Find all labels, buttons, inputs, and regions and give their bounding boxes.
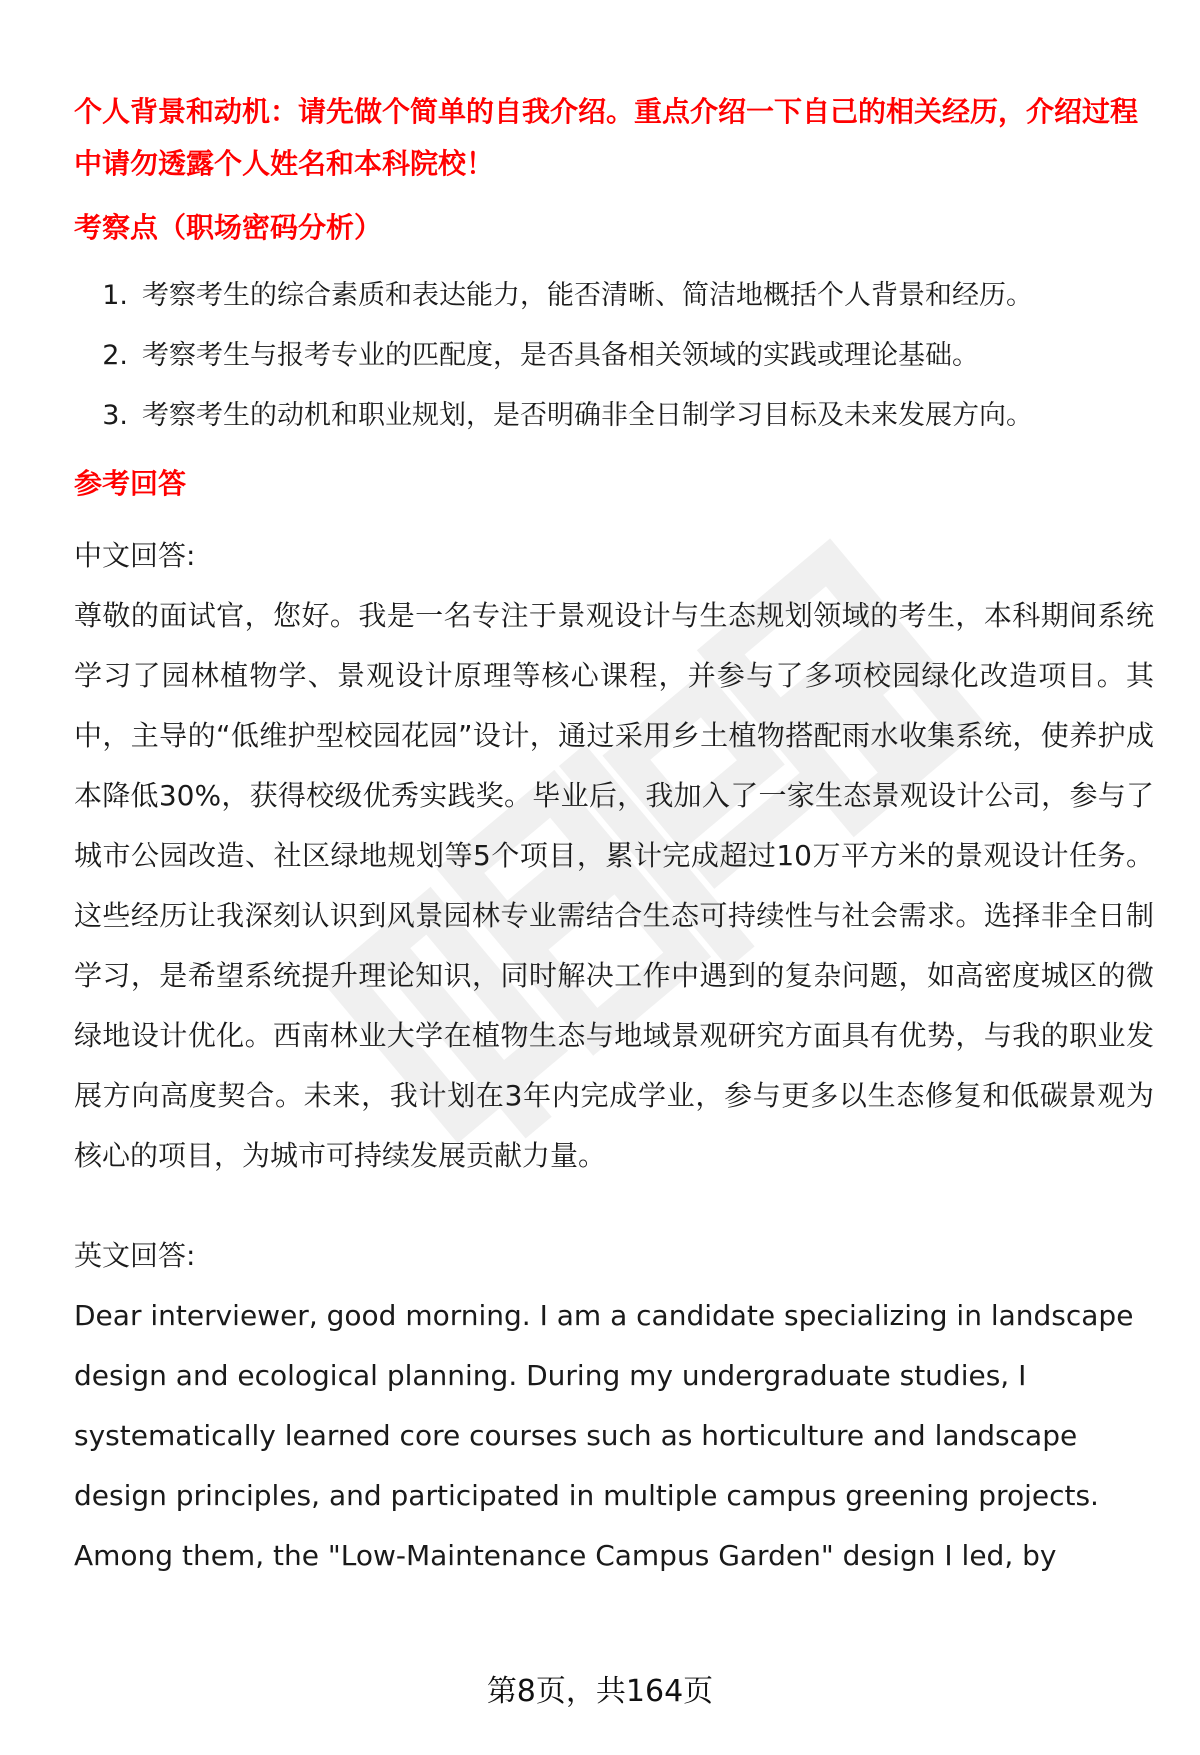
exam-point-number: 1. xyxy=(102,280,128,311)
exam-point-item xyxy=(74,386,1154,446)
exam-point-text: 考察考生的动机和职业规划，是否明确非全日制学习目标及未来发展方向。 xyxy=(142,400,1033,431)
question-text: 个人背景和动机：请先做个简单的自我介绍。重点介绍一下自己的相关经历，介绍过程中请勿透露个人姓名和本科院校！ xyxy=(74,95,1139,180)
page-number: 第8页，共164页 xyxy=(486,1674,714,1709)
exam-point-item xyxy=(74,326,1154,386)
english-answer-text: Dear interviewer, good morning. I am a candidate specializing in landscape design and ecological planning. During my undergraduate studies, I systematically learned core courses such as horticulture and landscape design principles, and participated in multiple campus greening projects. Among them, the "Low-Maintenance Campus Garden" design I led, by xyxy=(74,1299,1134,1572)
exam-points-list xyxy=(74,266,1154,446)
english-answer-label: 英文回答: xyxy=(74,1239,196,1272)
exam-point-text: 考察考生与报考专业的匹配度，是否具备相关领域的实践或理论基础。 xyxy=(142,340,979,371)
chinese-answer-label: 中文回答: xyxy=(74,539,196,572)
exam-point-number: 2. xyxy=(102,340,128,371)
reference-answer-heading: 参考回答 xyxy=(74,467,187,500)
exam-point-text: 考察考生的综合素质和表达能力，能否清晰、简洁地概括个人背景和经历。 xyxy=(142,280,1033,311)
exam-point-number: 3. xyxy=(102,400,128,431)
exam-points-heading: 考察点（职场密码分析） xyxy=(74,211,383,244)
document-content xyxy=(74,86,1154,1586)
chinese-answer-text: 尊敬的面试官，您好。我是一名专注于景观设计与生态规划领域的考生，本科期间系统学习了园林植物学、景观设计原理等核心课程，并参与了多项校园绿化改造项目。其中，主导的“低维护型校园花园”设计，通过采用乡土植物搭配雨水收集系统，使养护成本降低30%，获得校级优秀实践奖。毕业后，我加入了一家生态景观设计公司，参与了城市公园改造、社区绿地规划等5个项目，累计完成超过10万平方米的景观设计任务。这些经历让我深刻认识到风景园林专业需结合生态可持续性与社会需求。选择非全日制学习，是希望系统提升理论知识，同时解决工作中遇到的复杂问题，如高密度城区的微绿地设计优化。西南林业大学在植物生态与地域景观研究方面具有优势，与我的职业发展方向高度契合。未来，我计划在3年内完成学业，参与更多以生态修复和低碳景观为核心的项目，为城市可持续发展贡献力量。 xyxy=(74,599,1154,1172)
exam-point-item xyxy=(74,266,1154,326)
